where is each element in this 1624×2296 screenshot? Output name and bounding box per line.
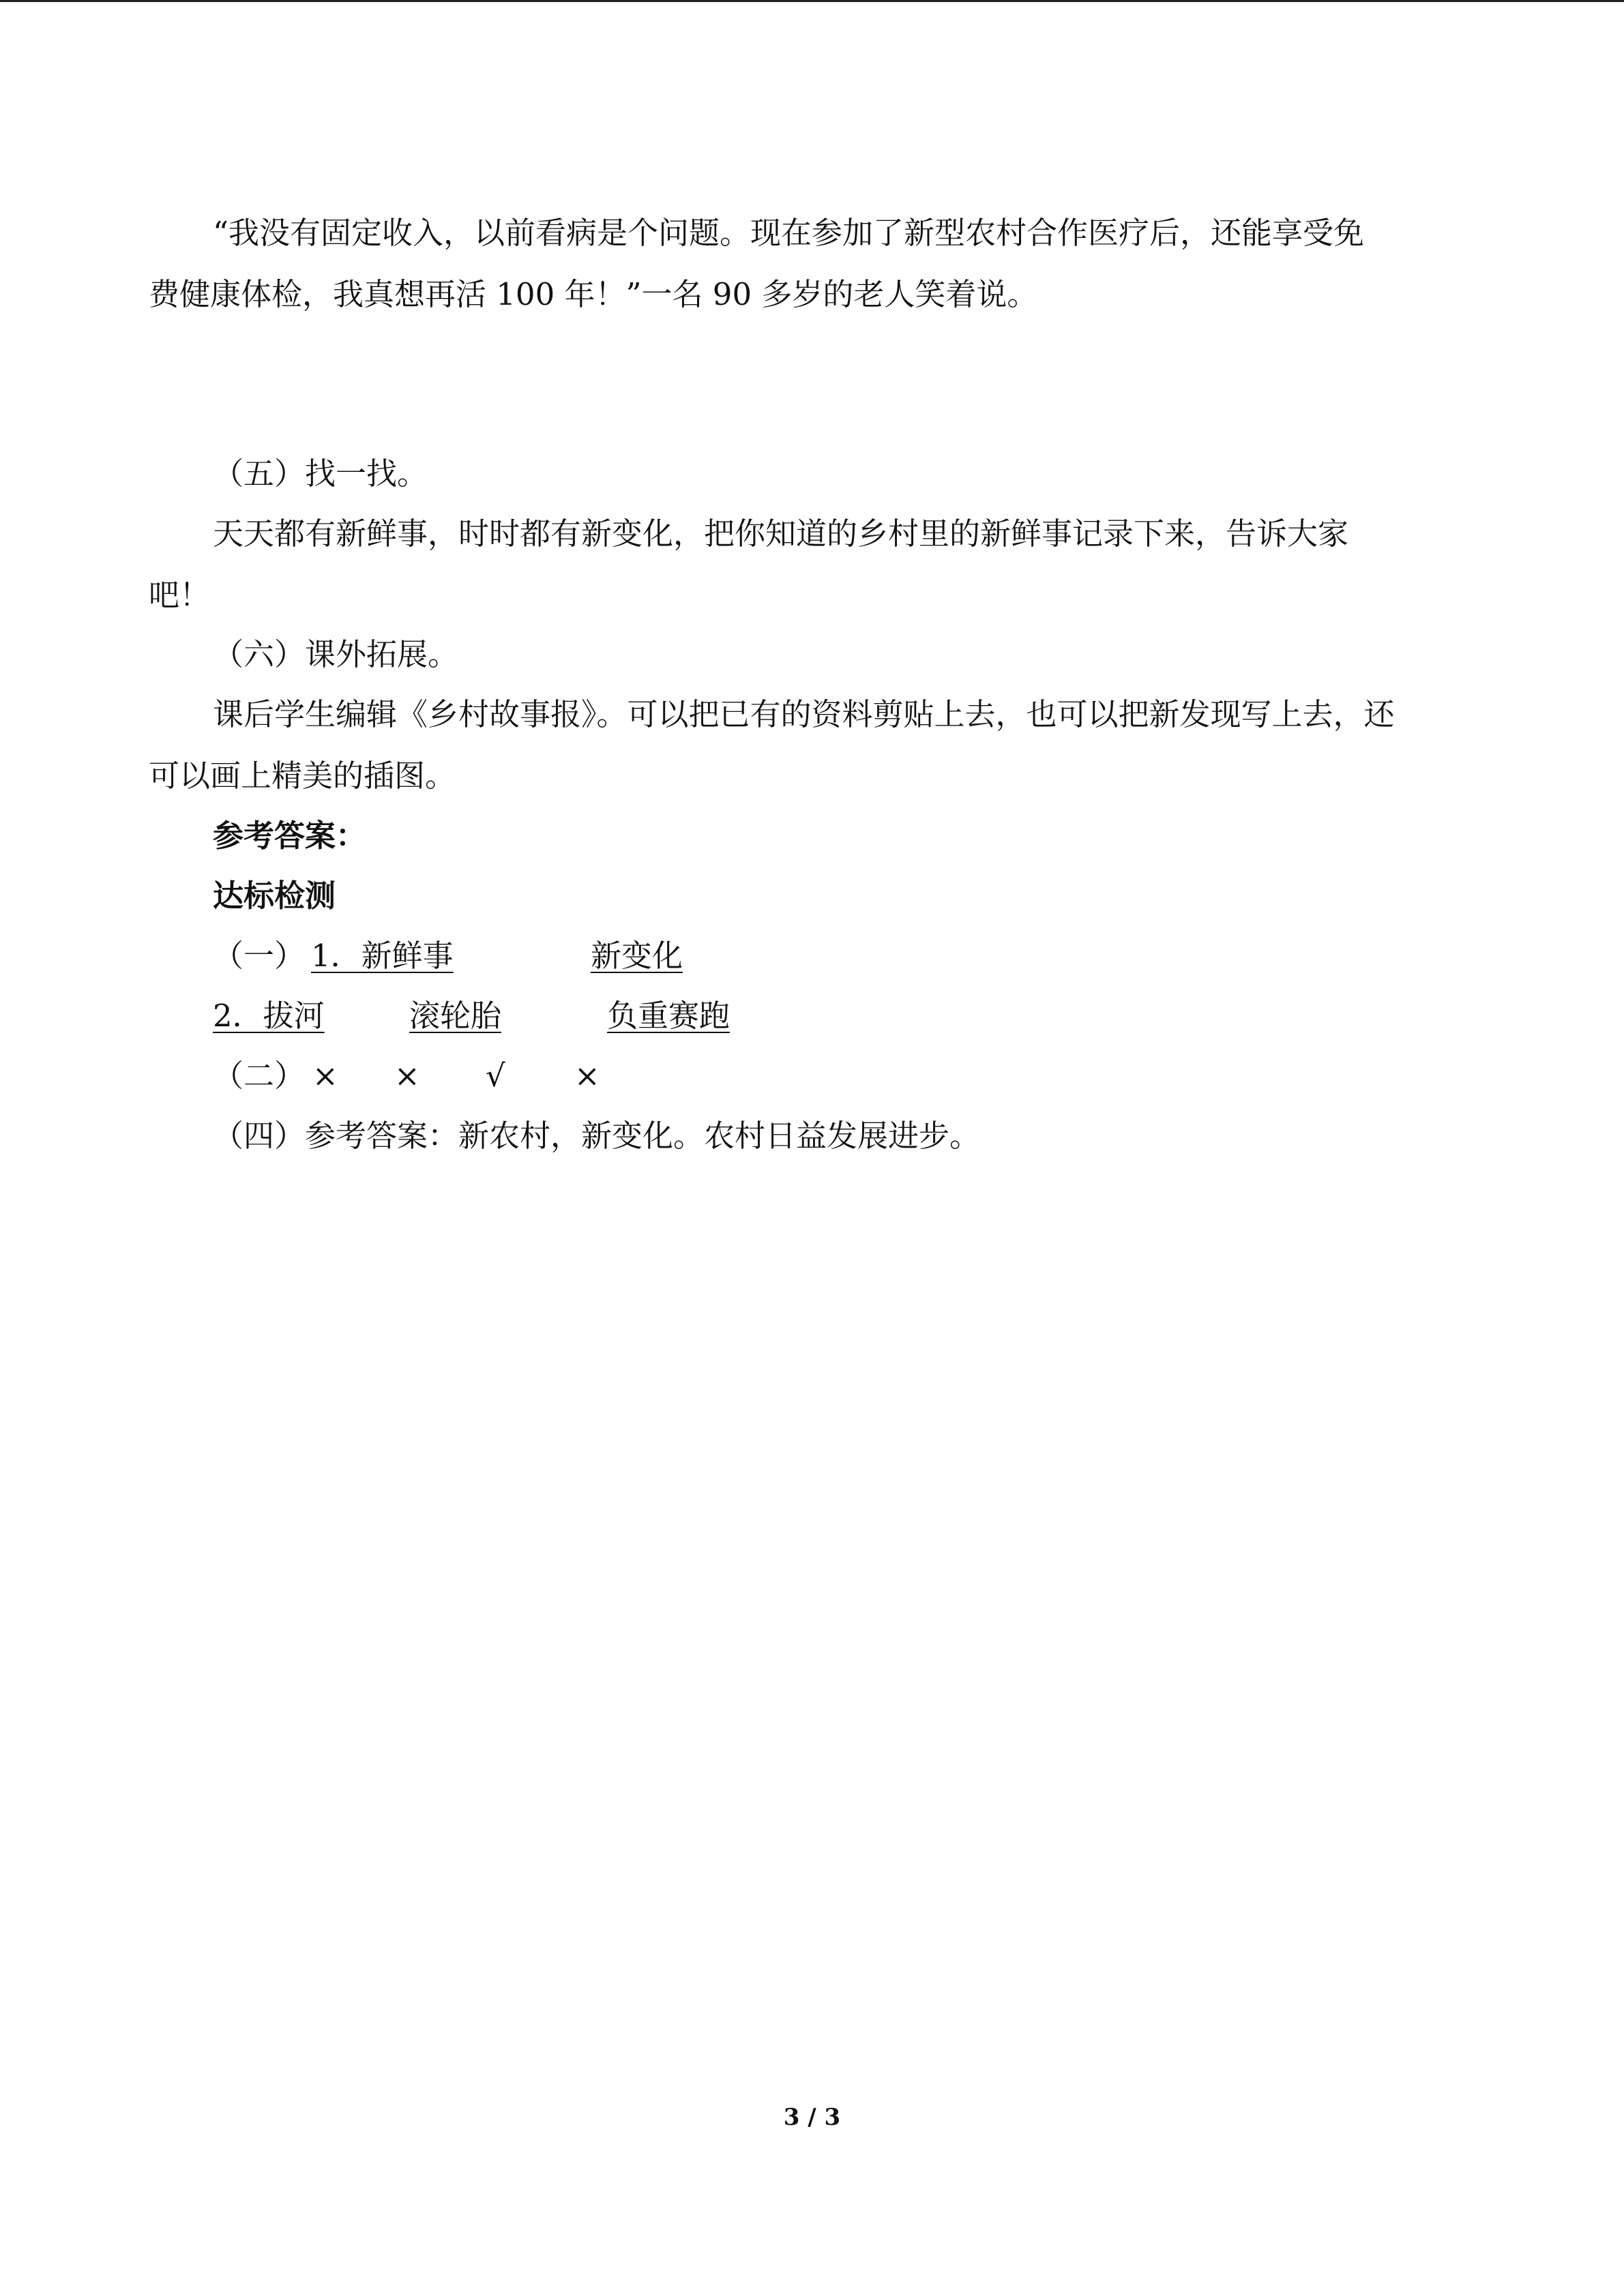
part1-answer-2b: 滚轮胎 xyxy=(409,998,502,1034)
part2-mark-1: × xyxy=(312,1058,338,1094)
part1-answer-2a: 2．拔河 xyxy=(213,998,325,1034)
part2-mark-3: √ xyxy=(486,1058,505,1094)
quote-line-2: 费健康体检，我真想再活 100 年！”一名 90 多岁的老人笑着说。 xyxy=(149,276,1038,312)
section5-heading: （五）找一找。 xyxy=(213,456,428,492)
part2-mark-2: × xyxy=(394,1058,420,1094)
part1-answer-2c: 负重赛跑 xyxy=(607,998,730,1034)
part1-answer-1: 1．新鲜事 xyxy=(311,938,454,974)
section5-line-2: 吧！ xyxy=(149,577,211,613)
part2-prefix: （二） xyxy=(213,1058,306,1094)
section6-line-2: 可以画上精美的插图。 xyxy=(149,758,456,794)
page-number: 3 / 3 xyxy=(783,2104,841,2131)
answers-subheading: 达标检测 xyxy=(213,878,336,914)
top-border-line xyxy=(0,0,1624,2)
section6-line-1: 课后学生编辑《乡村故事报》。可以把已有的资料剪贴上去，也可以把新发现写上去，还 xyxy=(213,696,1395,732)
part1-prefix: （一） xyxy=(213,938,306,974)
part2-mark-4: × xyxy=(574,1058,600,1094)
answers-heading: 参考答案： xyxy=(213,818,367,854)
part1-answer-1b: 新变化 xyxy=(591,938,683,974)
quote-line-1: “我没有固定收入，以前看病是个问题。现在参加了新型农村合作医疗后，还能享受免 xyxy=(213,215,1365,251)
section5-line-1: 天天都有新鲜事，时时都有新变化，把你知道的乡村里的新鲜事记录下来，告诉大家 xyxy=(213,516,1349,552)
part4-answer: （四）参考答案：新农村，新变化。农村日益发展进步。 xyxy=(213,1118,981,1154)
section6-heading: （六）课外拓展。 xyxy=(213,636,459,672)
